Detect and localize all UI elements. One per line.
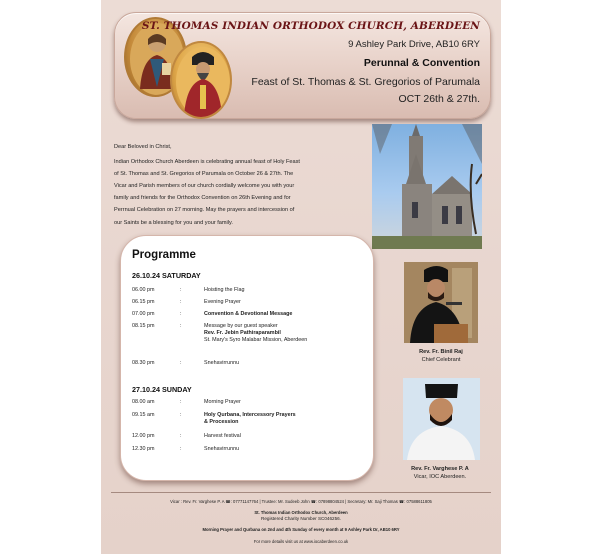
letter-line: Perrnual Celebration on 27 morning. May the prayers and intercession of [114,207,295,214]
day1-heading: 26.10.24 SATURDAY [132,271,201,280]
schedule-desc: Snehavirrunnu [204,446,240,452]
letter-greeting: Dear Beloved in Christ, [114,144,172,150]
schedule-desc: Evening Prayer [204,299,241,305]
guest-speaker-name: Rev. Fr. Jebin Pathiraparambil [204,329,281,336]
schedule-desc: Snehavirrunnu [204,360,240,366]
event-dates: OCT 26th & 27th. [398,93,480,105]
schedule-sep: : [180,287,182,293]
schedule-sep: : [180,311,182,317]
footer-website: For more details visit us at www.iocaberdeen.co.uk [253,539,349,544]
footer-org: St. Thomas Indian Orthodox Church, Aberdeen [254,510,348,515]
schedule-desc-block [204,323,364,343]
letter-line: of St. Thomas and St. Gregorios of Parumala on October 26 & 27th. The [114,171,294,178]
schedule-sep: : [180,446,182,452]
schedule-sep: : [180,323,182,329]
schedule-desc: Convention & Devotional Message [204,311,293,317]
chief-celebrant-photo [404,262,478,343]
priest-name: Rev. Fr. Binil Raj [419,349,463,355]
schedule-sep: : [180,360,182,366]
schedule-desc: Message by our guest speaker [204,323,278,329]
letter-line: Vicar and Parish members of our church cordially welcome you with your [114,183,295,190]
schedule-desc-block [204,412,364,426]
schedule-time: 12.00 pm [132,433,155,439]
schedule-time: 12.30 pm [132,446,155,452]
church-name: ST. THOMAS INDIAN ORTHODOX CHURCH, ABERDEEN [141,20,480,32]
schedule-sep: : [180,433,182,439]
event-title: Perunnal & Convention [363,57,480,69]
schedule-desc: Hoisting the Flag [204,287,245,293]
priest-name: Rev. Fr. Varghese P. A [411,466,469,472]
programme-title: Programme [132,249,196,261]
schedule-time: 07.00 pm [132,311,155,317]
chief-celebrant-caption [398,349,484,365]
programme-box [120,235,374,481]
flyer-page [101,0,501,554]
schedule-sep: : [180,299,182,305]
feast-title: Feast of St. Thomas & St. Gregorios of Parumala [251,76,480,88]
schedule-desc: Holy Qurbana, Intercessory Prayers [204,412,296,418]
letter-line: family and friends for the Orthodox Convention on 26th Evening and for [114,195,291,202]
day2-heading: 27.10.24 SUNDAY [132,385,192,394]
schedule-sep: : [180,399,182,405]
schedule-sep: : [180,412,182,418]
footer-contacts: Vicar : Rev. Fr. Varghese P. A ☎: 07771147764 | Trustee: Mr. Sudeeb John ☎: 07898804524 | Secretary: Mr. Saji Thomas ☎: 07588611805 [170,499,432,504]
vicar-caption [395,466,485,482]
priest-role: Chief Celebrant [421,356,461,363]
footer-charity: Registered Charity Number SC046256. [261,516,341,521]
header-banner [114,12,491,119]
vicar-photo [403,378,480,460]
schedule-time: 06.15 pm [132,299,155,305]
schedule-time: 08.15 pm [132,323,155,329]
letter-line: our Saints be a blessing for you and your family. [114,219,233,226]
schedule-time: 06.00 pm [132,287,155,293]
letter-line: Indian Orthodox Church Aberdeen is celebrating annual feast of Holy Feast [114,159,300,166]
church-building-photo [372,124,482,249]
schedule-time: 09.15 am [132,412,155,418]
priest-role: Vicar, IOC Aberdeen. [413,473,467,480]
schedule-desc: Morning Prayer [204,399,241,405]
footer-divider [111,492,491,493]
church-address: 9 Ashley Park Drive, AB10 6RY [348,39,480,50]
schedule-time: 08.00 am [132,399,155,405]
schedule-time: 08.30 pm [132,360,155,366]
footer-schedule: Morning Prayer and Qurbana on 2nd and 4th Sunday of every month at 9 Ashley Park Dr, AB10 6RY [202,527,400,532]
schedule-desc-cont: & Procession [204,418,239,425]
guest-speaker-affiliation: St. Mary's Syro Malabar Mission, Aberdeen [204,336,308,343]
welcome-letter [114,141,344,229]
schedule-desc: Harvest festival [204,433,241,439]
